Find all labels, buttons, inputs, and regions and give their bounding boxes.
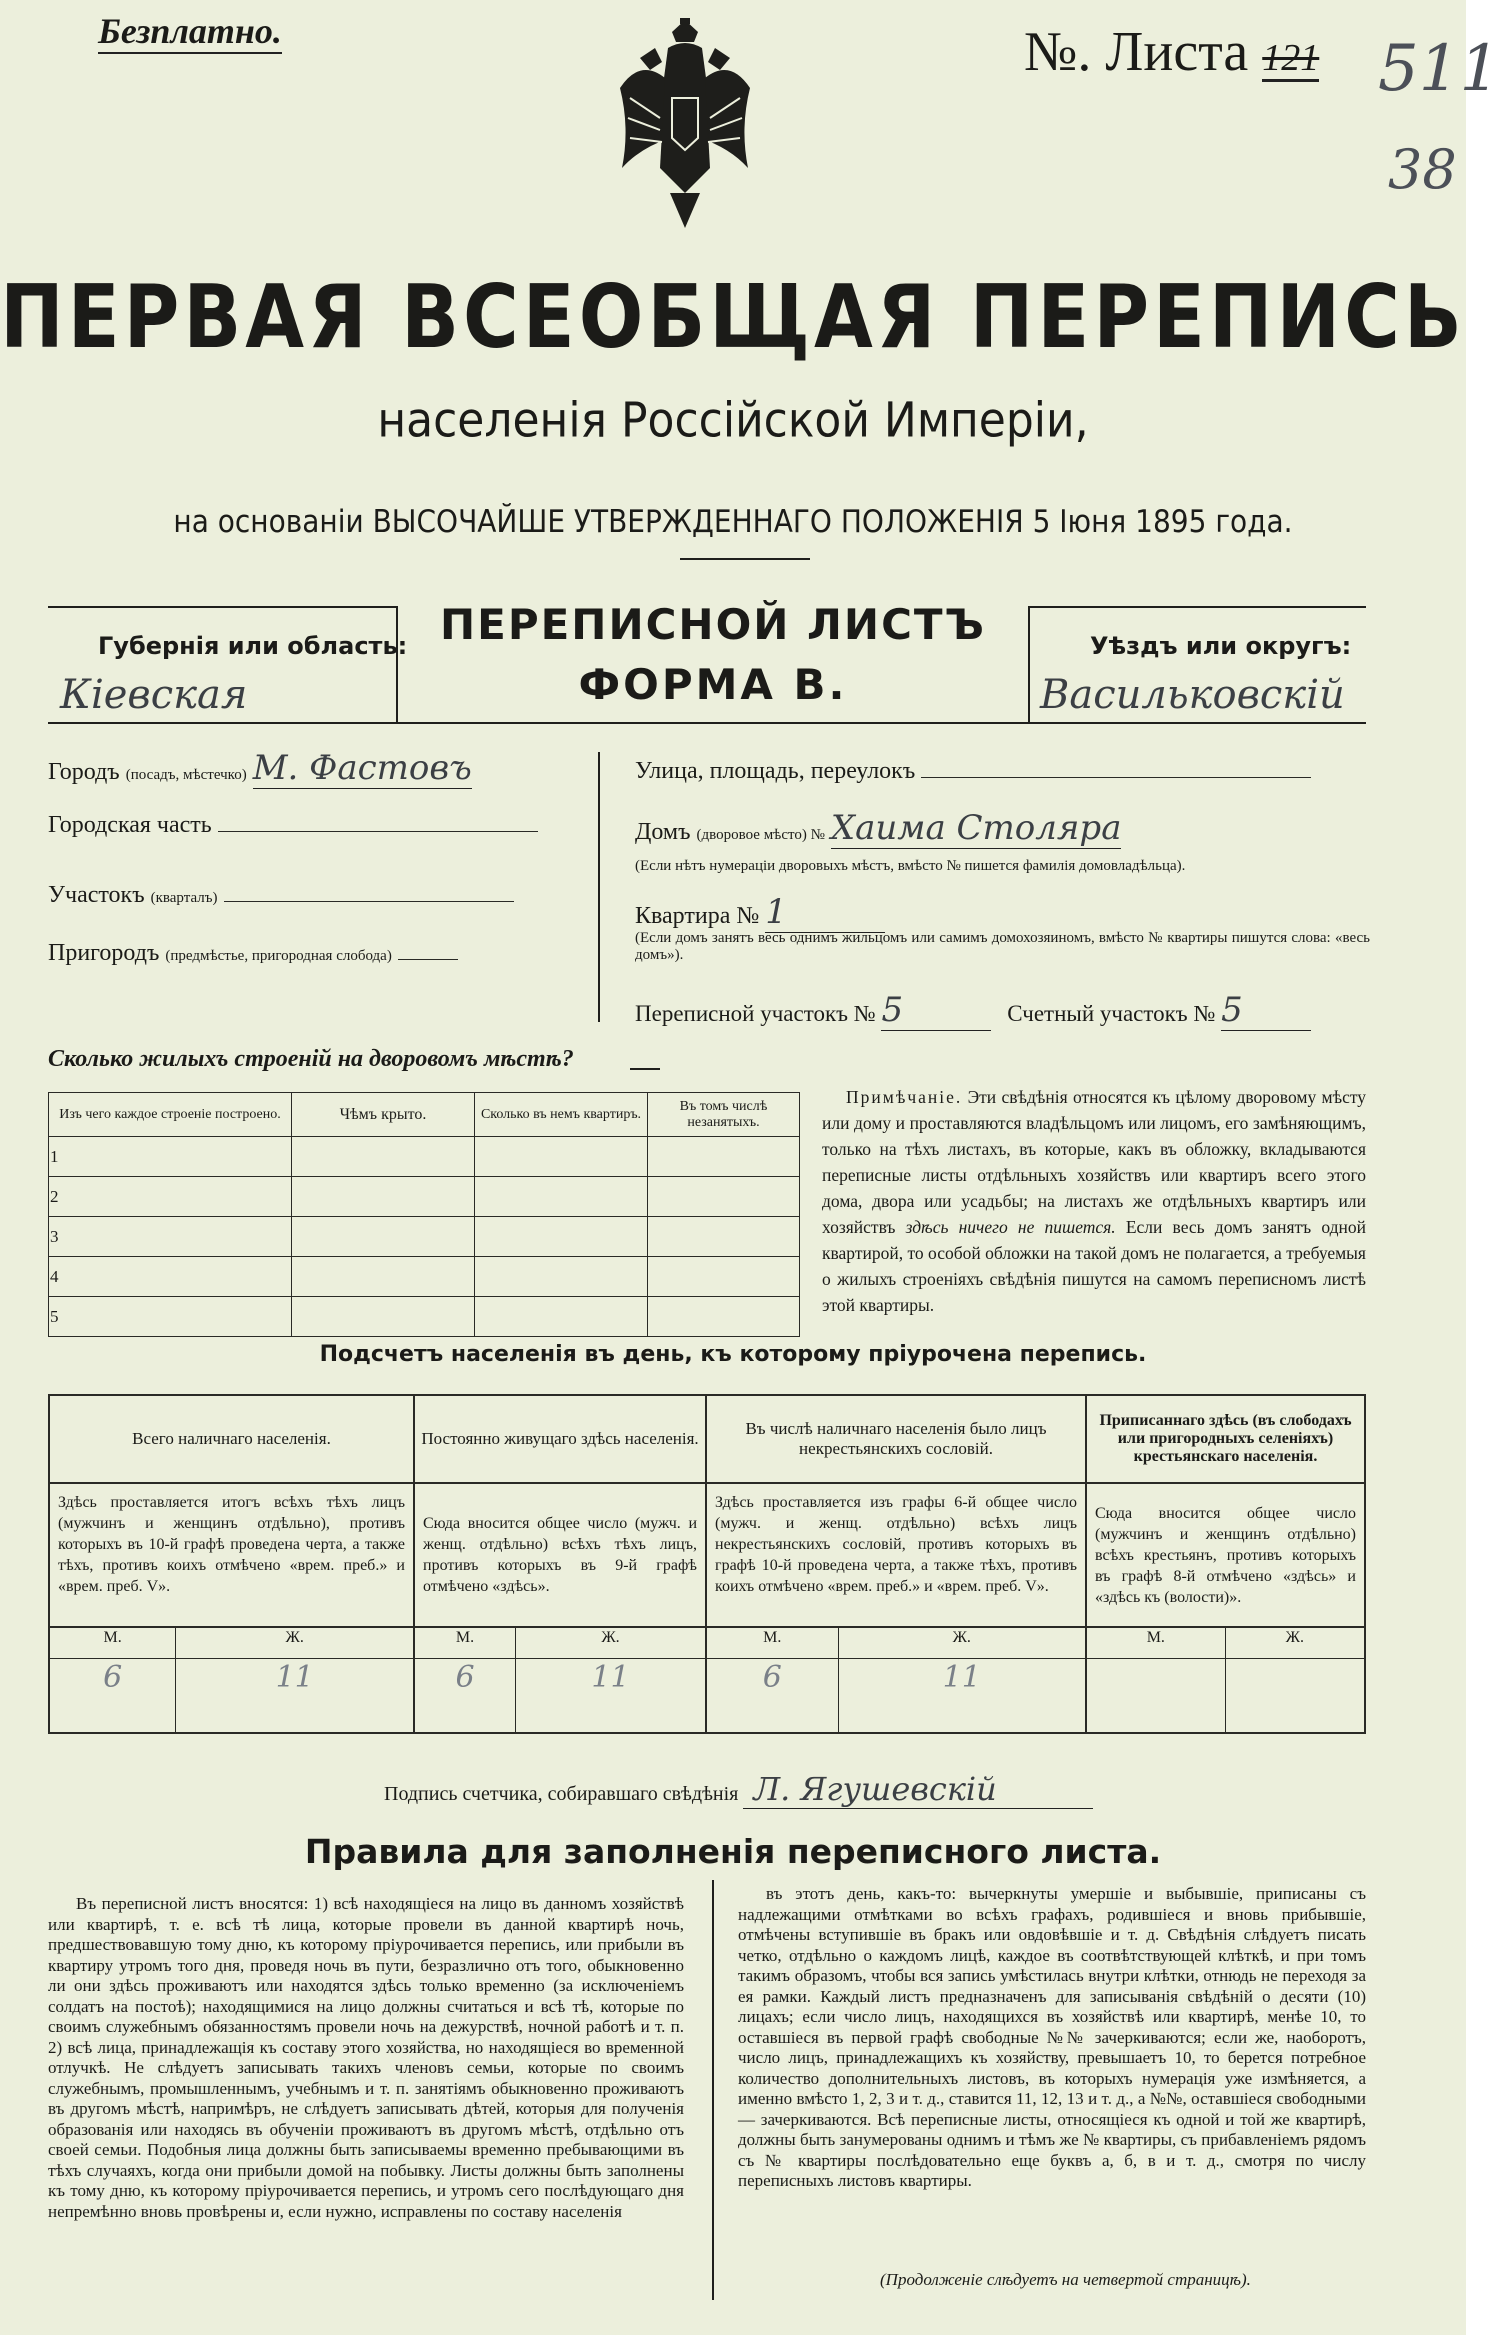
count-values-nonpeasant (706, 1627, 1086, 1733)
city-label: Городъ (48, 759, 120, 785)
band-top-left (48, 606, 398, 608)
buildings-question: Сколько жилыхъ строеній на дворовомъ мѣстѣ? (48, 1046, 574, 1072)
table-cell[interactable] (475, 1297, 648, 1337)
table-cell[interactable] (292, 1217, 475, 1257)
form-title: ПЕРЕПИСНОЙ ЛИСТЪ (439, 600, 987, 649)
row-number: 4 (50, 1266, 59, 1286)
count-title: Подсчетъ населенія въ день, къ которому пріурочена перепись. (319, 1342, 1147, 1367)
count-desc-permanent: Сюда вносится общее число (мужч. и женщ. отдѣльно) всѣхъ тѣхъ лицъ, противъ которыхъ въ 9-й графѣ отмѣчено «здѣсь». (414, 1483, 706, 1627)
apartment-label: Квартира № (635, 903, 760, 929)
signature-label: Подпись счетчика, собиравшаго свѣдѣнія (384, 1783, 739, 1805)
count-header-peasant: Приписаннаго здѣсь (въ слободахъ или пригородныхъ селеніяхъ) крестьянскаго населенія. (1086, 1395, 1365, 1483)
table-cell[interactable] (648, 1257, 800, 1297)
note-title: Примѣчаніе. (846, 1087, 963, 1107)
address-divider (598, 752, 600, 1022)
street-row (635, 758, 1375, 785)
table-row (49, 1137, 800, 1177)
suburb-row (48, 940, 588, 967)
table-row (49, 1217, 800, 1257)
table-cell[interactable] (648, 1297, 800, 1337)
apartment-row (635, 892, 1375, 933)
f-value[interactable] (1225, 1658, 1364, 1732)
table-cell[interactable] (475, 1217, 648, 1257)
count-precinct-value[interactable]: 5 (1221, 990, 1311, 1031)
sheet-number-value: 121 (1262, 37, 1319, 82)
note-body-1: Эти свѣдѣнія относятся къ цѣлому дворовому мѣсту или дому и проставляются владѣльцомъ или лицомъ, его замѣняющимъ, только на тѣхъ листахъ, въ которые, какъ въ обложку, вкладываются переписные листы отдѣльныхъ хозяйствъ или квартиръ всего этого дома, двора или усадьбы; на листахъ же отдѣльныхъ квартиръ или хозяйствъ (822, 1087, 1367, 1237)
suburb-input[interactable] (398, 941, 458, 960)
band-right-divider (1028, 606, 1030, 724)
district-label: Уѣздъ или округъ: (1090, 632, 1352, 660)
note-italic: здѣсь ничего не пишется. (905, 1217, 1116, 1237)
suburb-hint: (предмѣстье, пригородная слобода) (165, 948, 392, 964)
table-cell[interactable] (475, 1137, 648, 1177)
m-value[interactable]: 6 (415, 1658, 516, 1732)
f-value[interactable]: 11 (176, 1658, 413, 1732)
count-header-nonpeasant: Въ числѣ наличнаго населенія было лицъ некрестьянскихъ сословій. (706, 1395, 1086, 1483)
house-hint: (дворовое мѣсто) № (696, 827, 825, 843)
precinct-label: Участокъ (48, 882, 145, 908)
apartment-value[interactable]: 1 (765, 892, 885, 933)
table-cell[interactable] (49, 1297, 292, 1337)
house-label: Домъ (635, 819, 691, 845)
buildings-header-roof: Чѣмъ крыто. (292, 1093, 475, 1137)
band-top-right (1028, 606, 1366, 608)
table-cell[interactable] (475, 1177, 648, 1217)
f-value[interactable]: 11 (516, 1658, 705, 1732)
f-label: Ж. (285, 1629, 304, 1646)
table-cell[interactable] (475, 1257, 648, 1297)
province-value[interactable]: Кіевская (60, 672, 248, 718)
table-cell[interactable] (292, 1297, 475, 1337)
count-header-permanent: Постоянно живущаго здѣсь населенія. (414, 1395, 706, 1483)
margin-note-1: 511 (1378, 32, 1500, 106)
suburb-label: Пригородъ (48, 940, 160, 966)
m-value[interactable]: 6 (707, 1658, 838, 1732)
buildings-note (822, 1084, 1366, 1318)
table-cell[interactable] (292, 1177, 475, 1217)
precinct-input[interactable] (224, 883, 514, 902)
m-label: М. (50, 1628, 176, 1658)
table-row (49, 1257, 800, 1297)
row-number: 3 (50, 1226, 59, 1246)
buildings-question-line (630, 1068, 660, 1070)
buildings-header-material: Изъ чего каждое строеніе построено. (49, 1093, 292, 1137)
f-value[interactable]: 11 (838, 1658, 1085, 1732)
main-title: ПЕРВАЯ ВСЕОБЩАЯ ПЕРЕПИСЬ (0, 265, 1466, 368)
f-label: Ж. (601, 1629, 620, 1646)
table-cell[interactable] (292, 1257, 475, 1297)
census-precinct-label: Переписной участокъ № (635, 1001, 876, 1026)
count-desc-total: Здѣсь проставляется итогъ всѣхъ тѣхъ лицъ (мужчинъ и женщинъ отдѣльно), противъ которыхъ въ 10-й графѣ проведена черта, а также тѣхъ, противъ коихъ отмѣчено «врем. преб.» и «врем. преб. V». (49, 1483, 414, 1627)
sheet-label-text: №. Листа (1024, 21, 1249, 83)
street-label: Улица, площадь, переулокъ (635, 758, 916, 784)
province-label: Губернія или область: (98, 632, 408, 660)
sheet-number-label (1024, 22, 1319, 88)
street-input[interactable] (921, 759, 1311, 778)
count-precinct-label: Счетный участокъ № (1007, 1001, 1216, 1026)
city-part-row (48, 812, 578, 839)
table-cell[interactable] (648, 1137, 800, 1177)
city-row (48, 748, 578, 788)
population-count-table (48, 1394, 1366, 1734)
precinct-hint: (кварталъ) (150, 890, 218, 906)
note-body-2: Если весь домъ занятъ одной квартирой, то особой обложки на такой домъ не полагается, а требуемыя о жилыхъ строеніяхъ свѣдѣнія пишутся на самомъ переписномъ листѣ этой квартиры. (822, 1217, 1366, 1315)
band-left-divider (396, 606, 398, 724)
city-hint: (посадъ, мѣстечко) (125, 767, 247, 783)
count-desc-peasant: Сюда вносится общее число (мужчинъ и женщинъ отдѣльно) всѣхъ крестьянъ, противъ которыхъ въ графѣ 8-й отмѣчено «здѣсь» и «здѣсь къ (волости)». (1086, 1483, 1365, 1627)
rules-divider (712, 1880, 714, 2300)
legal-basis: на основаніи ВЫСОЧАЙШЕ УТВЕРЖДЕННАГО ПОЛОЖЕНІЯ 5 Іюня 1895 года. (173, 503, 1293, 540)
coat-of-arms-emblem (610, 18, 760, 233)
m-value[interactable]: 6 (50, 1658, 176, 1732)
city-part-input[interactable] (218, 813, 538, 832)
m-label: М. (415, 1628, 516, 1658)
table-cell[interactable] (648, 1177, 800, 1217)
count-header-total: Всего наличнаго населенія. (49, 1395, 414, 1483)
table-cell[interactable] (49, 1177, 292, 1217)
city-part-label: Городская часть (48, 812, 212, 838)
rules-continuation: (Продолженіе слѣдуетъ на четвертой страницѣ). (880, 2270, 1251, 2289)
margin-note-2: 38 (1388, 138, 1457, 201)
city-value[interactable]: М. Фастовъ (252, 748, 472, 788)
precinct-row (48, 882, 578, 909)
band-bottom (48, 722, 1366, 724)
rules-column-1: Въ переписной листъ вносятся: 1) всѣ находящіеся на лицо въ данномъ хозяйствѣ или квартирѣ, т. е. всѣ тѣ лица, которые провели въ данной квартирѣ ночь, предшествовавшую тому дню, къ которому пріурочивается перепись, или прибыли въ квартиру утромъ того дня, проведя ночь въ пути, безразлично отъ того, обыкновенно ли они здѣсь проживаютъ или находятся здѣсь только временно (за исключеніемъ солдатъ на постоѣ); находящимися на лицо должны считаться и всѣ тѣ, которые по своимъ служебнымъ обязанностямъ провели ночь на дежурствѣ, ночной работѣ и т. п. 2) всѣ лица, принадлежащія къ составу этого хозяйства, но находящіеся во временной отлучкѣ. Не слѣдуетъ записывать такихъ членовъ семьи, которые по своимъ служебнымъ, промышленнымъ, учебнымъ и т. п. занятіямъ обыкновенно проживаютъ въ другомъ мѣстѣ, напримѣръ, не слѣдуетъ записывать дѣтей, которыя для полученія образованія или находясь въ обученіи проживаютъ въ другомъ мѣстѣ, отдѣльно отъ своей семьи. Подобныя лица должны быть записываемы временно пребывающими въ тѣхъ случаяхъ, когда они прибыли домой на побывку. Листы должны быть заполнены къ тому дню, къ которому пріурочивается перепись, и утромъ сего послѣдующаго дня непремѣнно вновь провѣрены и, если нужно, исправлены по составу населенія (48, 1894, 684, 2221)
apartment-note: (Если домъ занятъ весь однимъ жильцомъ или самимъ домохозяиномъ, вмѣсто № квартиры пишутся слова: «весь домъ»). (635, 930, 1370, 963)
table-row (49, 1297, 800, 1337)
table-cell[interactable] (292, 1137, 475, 1177)
m-label: М. (1087, 1628, 1225, 1658)
census-precinct-row (635, 990, 1375, 1031)
rules-column-2: въ этотъ день, какъ-то: вычеркнуты умершіе и выбывшіе, приписаны съ надлежащими отмѣтками во всѣхъ графахъ, родившіеся и вновь прибывшіе, отмѣчены вступившіе въ бракъ или овдовѣвшіе и т. д. Свѣдѣнія слѣдуетъ писать четко, отдѣльно о каждомъ лицѣ, каждое въ соотвѣтствующей клѣткѣ, и при томъ такимъ образомъ, чтобы вся запись умѣстилась внутри клѣтки, отнюдь не переходя за ея рамки. Каждый листъ предназначенъ для записыванія свѣдѣній о десяти (10) лицахъ; если число лицъ, находящихся въ хозяйствѣ или квартирѣ, менѣе 10, то оставшіеся въ первой графѣ свободные №№ зачеркиваются; если же, наоборотъ, число лицъ, принадлежащихъ къ хозяйству, превышаетъ 10, то берется потребное количество дополнительныхъ листовъ, въ которыхъ нумерація уже измѣняется, а именно вмѣсто 1, 2, 3 и т. д., ставится 11, 12, 13 и т. д., а №№, оставшіеся свободными — зачеркиваются. Всѣ переписные листы, относящіеся къ одной и той же квартирѣ, должны быть занумерованы однимъ и тѣмъ же № квартиры, съ прибавленіемъ рядомъ съ № квартиры послѣдовательно еще буквъ а, б, в и т. д., смотря по числу переписныхъ листовъ квартиры. (738, 1884, 1366, 2190)
census-precinct-value[interactable]: 5 (881, 990, 991, 1031)
row-number: 2 (50, 1186, 59, 1206)
signature-value[interactable]: Л. Ягушевскій (743, 1770, 1093, 1809)
district-value[interactable]: Васильковскій (1040, 672, 1345, 718)
table-cell[interactable] (648, 1217, 800, 1257)
count-values-permanent (414, 1627, 706, 1733)
buildings-header-apartments: Сколько въ немъ квартиръ. (475, 1093, 648, 1137)
buildings-table (48, 1092, 800, 1337)
signature-row (384, 1770, 1093, 1809)
row-number: 1 (50, 1146, 59, 1166)
house-value[interactable]: Хаима Столяра (830, 808, 1122, 848)
table-row (49, 1177, 800, 1217)
free-label: Безплатно. (98, 10, 282, 54)
buildings-header-vacant: Въ томъ числѣ незанятыхъ. (648, 1093, 800, 1137)
house-note: (Если нѣтъ нумераціи дворовыхъ мѣстъ, вмѣсто № пишется фамилія домовладѣльца). (635, 858, 1186, 874)
table-cell[interactable] (49, 1217, 292, 1257)
row-number: 5 (50, 1306, 59, 1326)
f-label: Ж. (1285, 1629, 1304, 1646)
count-values-peasant (1086, 1627, 1365, 1733)
f-label: Ж. (952, 1629, 971, 1646)
count-values-total (49, 1627, 414, 1733)
title-divider (680, 558, 810, 560)
m-value[interactable] (1087, 1658, 1225, 1732)
table-cell[interactable] (49, 1137, 292, 1177)
subtitle: населенія Россійской Имперіи, (377, 392, 1089, 449)
count-desc-nonpeasant: Здѣсь проставляется изъ графы 6-й общее число (мужч. и женщ. отдѣльно) всѣхъ лицъ некрестьянскихъ сословій, противъ которыхъ въ графѣ 10-й проведена черта, а также тѣхъ, противъ коихъ отмѣчено «врем. преб.» и «врем. преб. V». (706, 1483, 1086, 1627)
table-cell[interactable] (49, 1257, 292, 1297)
rules-title: Правила для заполненія переписного листа. (304, 1832, 1162, 1871)
form-letter: ФОРМА В. (578, 660, 848, 709)
m-label: М. (707, 1628, 838, 1658)
house-row (635, 808, 1375, 848)
